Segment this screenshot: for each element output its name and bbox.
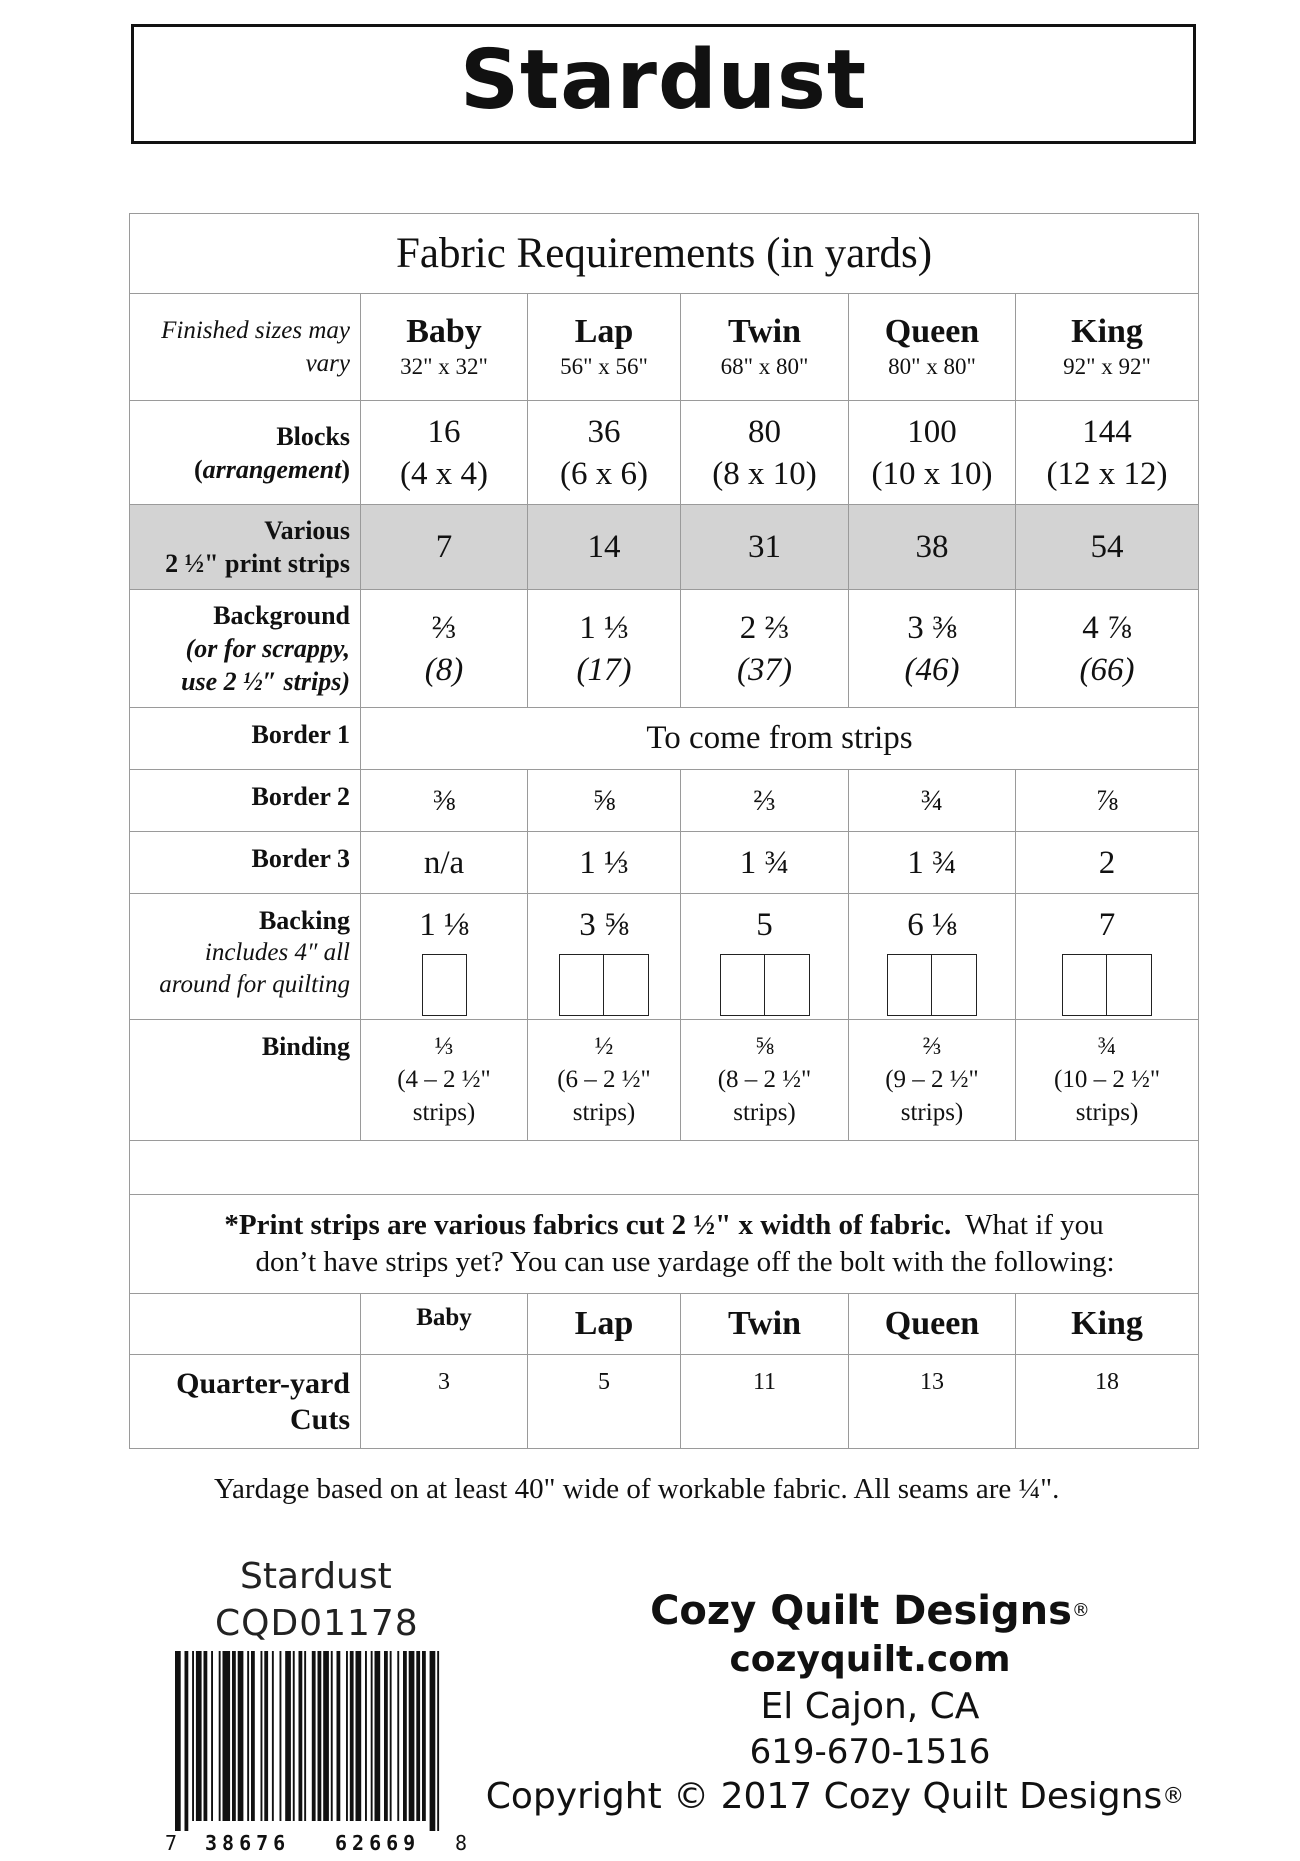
binding-cell: ⅝ (8 – 2 ½" strips): [681, 1020, 849, 1141]
border3-cell: 1 ¾: [849, 832, 1016, 894]
border2-cell: ⅔: [681, 770, 849, 832]
backing-cell: 6 ⅛: [849, 894, 1016, 1020]
barcode-bars: [165, 1651, 475, 1831]
barcode-bar: [293, 1651, 295, 1821]
product-code: CQD01178: [215, 1603, 419, 1644]
border3-cell: 1 ¾: [681, 832, 849, 894]
barcode-bar: [238, 1651, 244, 1821]
binding-cell: ¾ (10 – 2 ½" strips): [1016, 1020, 1199, 1141]
barcode-bar: [272, 1651, 274, 1821]
backing-label: Backing includes 4″ all around for quilting: [130, 894, 361, 1020]
table-row-print-strips: [130, 505, 1199, 590]
barcode-bar: [196, 1651, 202, 1821]
yardage-header-twin: Twin: [681, 1294, 849, 1355]
yardage-footnote: Yardage based on at least 40" wide of workable fabric. All seams are ¼".: [214, 1473, 1060, 1505]
barcode-bar: [232, 1651, 236, 1821]
barcode-bar: [175, 1651, 181, 1831]
background-cell: ⅔ (8): [361, 590, 528, 708]
background-cell: 1 ⅓ (17): [528, 590, 681, 708]
barcode-bar: [331, 1651, 333, 1821]
yardage-header-queen: Queen: [849, 1294, 1016, 1355]
barcode-bar: [204, 1651, 208, 1821]
barcode-bar: [409, 1651, 415, 1821]
table-row-spacer: [130, 1141, 1199, 1195]
barcode-bar: [350, 1651, 354, 1821]
print-strips-note: *Print strips are various fabrics cut 2 ½" x width of fabric. What if you don’t have strips yet? You can use yardage off the bolt with the following:: [130, 1195, 1199, 1294]
backing-cell: 1 ⅛: [361, 894, 528, 1020]
binding-cell: ½ (6 – 2 ½" strips): [528, 1020, 681, 1141]
border2-cell: ⅜: [361, 770, 528, 832]
yardage-header-baby: Baby: [361, 1294, 528, 1355]
publisher-city: El Cajon, CA: [760, 1686, 980, 1727]
publisher-phone: 619-670-1516: [749, 1732, 991, 1772]
barcode-bar: [219, 1651, 221, 1821]
barcode-bar: [346, 1651, 348, 1821]
table-row-blocks: [130, 401, 1199, 505]
binding-cell: ⅓ (4 – 2 ½" strips): [361, 1020, 528, 1141]
border3-cell: n/a: [361, 832, 528, 894]
backing-panel-diagram: [681, 954, 848, 1016]
size-cell-baby: Baby 32" x 32": [361, 294, 528, 401]
publisher-name: Cozy Quilt Designs®: [650, 1588, 1090, 1634]
blocks-cell: 144 (12 x 12): [1016, 401, 1199, 505]
strips-cell: 54: [1016, 505, 1199, 590]
yardage-header-lap: Lap: [528, 1294, 681, 1355]
barcode-bar: [437, 1651, 439, 1831]
barcode-bar: [261, 1651, 263, 1821]
backing-panel-diagram: [361, 954, 527, 1016]
barcode-bar: [390, 1651, 392, 1821]
publisher-website: cozyquilt.com: [729, 1639, 1011, 1680]
barcode-bar: [416, 1651, 420, 1821]
yardage-header-king: King: [1016, 1294, 1199, 1355]
blocks-cell: 36 (6 x 6): [528, 401, 681, 505]
barcode-tail-digit: 8: [455, 1831, 468, 1855]
strips-cell: 38: [849, 505, 1016, 590]
border3-label: Border 3: [130, 832, 361, 894]
barcode-bar: [397, 1651, 399, 1821]
border3-cell: 2: [1016, 832, 1199, 894]
barcode-bar: [422, 1651, 426, 1821]
table-row-binding: [130, 1020, 1199, 1141]
barcode-bar: [247, 1651, 249, 1821]
table-row-background: [130, 590, 1199, 708]
table-row-yardage-header: [130, 1294, 1199, 1355]
background-label: Background (or for scrappy, use 2 ½″ strips): [130, 590, 361, 708]
binding-cell: ⅔ (9 – 2 ½" strips): [849, 1020, 1016, 1141]
table-row-border1: [130, 708, 1199, 770]
copyright-notice: Copyright © 2017 Cozy Quilt Designs®: [485, 1776, 1185, 1817]
barcode-bar: [264, 1651, 268, 1821]
border2-cell: ⅞: [1016, 770, 1199, 832]
blocks-cell: 100 (10 x 10): [849, 401, 1016, 505]
backing-cell: 5: [681, 894, 849, 1020]
product-name: Stardust: [240, 1556, 392, 1597]
barcode-bar: [223, 1651, 231, 1821]
barcode-lead-digit: 7: [165, 1831, 178, 1855]
size-cell-twin: Twin 68" x 80": [681, 294, 849, 401]
border1-value: To come from strips: [361, 708, 1199, 770]
barcode-bar: [403, 1651, 407, 1821]
barcode-bar: [280, 1651, 282, 1821]
strips-cell: 7: [361, 505, 528, 590]
quarter-yard-cell: 3: [361, 1355, 528, 1449]
quarter-yard-cell: 13: [849, 1355, 1016, 1449]
barcode-bar: [192, 1651, 194, 1821]
backing-panel-diagram: [1016, 954, 1198, 1016]
strips-label: Various 2 ½" print strips: [130, 505, 361, 590]
border3-cell: 1 ⅓: [528, 832, 681, 894]
quarter-yard-cell: 18: [1016, 1355, 1199, 1449]
pattern-title: Stardust: [459, 33, 868, 128]
table-row-sizes: [130, 294, 1199, 401]
blocks-cell: 80 (8 x 10): [681, 401, 849, 505]
barcode-right-digits: 62669: [335, 1831, 421, 1855]
table-row-note: [130, 1195, 1199, 1294]
barcode-bar: [318, 1651, 322, 1821]
strips-cell: 31: [681, 505, 849, 590]
blocks-cell: 16 (4 x 4): [361, 401, 528, 505]
table-row-border2: [130, 770, 1199, 832]
quarter-yard-label: Quarter-yard Cuts: [130, 1355, 361, 1449]
table-row-quarter-yard-cuts: [130, 1355, 1199, 1449]
border2-cell: ¾: [849, 770, 1016, 832]
backing-cell: 3 ⅝: [528, 894, 681, 1020]
blocks-label: Blocks (arrangement): [130, 401, 361, 505]
backing-cell: 7: [1016, 894, 1199, 1020]
binding-label: Binding: [130, 1020, 361, 1141]
border2-cell: ⅝: [528, 770, 681, 832]
barcode-bar: [365, 1651, 367, 1821]
table-row-backing: [130, 894, 1199, 1020]
barcode-bar: [323, 1651, 329, 1821]
background-cell: 3 ⅜ (46): [849, 590, 1016, 708]
backing-panel-diagram: [849, 954, 1015, 1016]
quarter-yard-cell: 11: [681, 1355, 849, 1449]
barcode-bar: [285, 1651, 291, 1821]
barcode-bar: [337, 1651, 341, 1821]
barcode-bar: [356, 1651, 362, 1821]
border1-label: Border 1: [130, 708, 361, 770]
background-cell: 2 ⅔ (37): [681, 590, 849, 708]
table-row-border3: [130, 832, 1199, 894]
barcode-bar: [375, 1651, 381, 1821]
background-cell: 4 ⅞ (66): [1016, 590, 1199, 708]
barcode-bar: [299, 1651, 303, 1821]
barcode-bar: [185, 1651, 189, 1831]
title-box: [131, 24, 1196, 144]
strips-cell: 14: [528, 505, 681, 590]
fabric-requirements-table: [129, 213, 1199, 1449]
border2-label: Border 2: [130, 770, 361, 832]
size-note: Finished sizes may vary: [130, 294, 361, 401]
barcode-bar: [211, 1651, 213, 1821]
barcode-bar: [371, 1651, 373, 1821]
size-cell-lap: Lap 56" x 56": [528, 294, 681, 401]
barcode-bar: [304, 1651, 306, 1821]
barcode-bar: [430, 1651, 436, 1831]
backing-panel-diagram: [528, 954, 680, 1016]
table-heading: Fabric Requirements (in yards): [130, 214, 1199, 294]
barcode-bar: [251, 1651, 255, 1821]
size-cell-queen: Queen 80" x 80": [849, 294, 1016, 401]
barcode: [165, 1651, 475, 1853]
barcode-left-digits: 38676: [205, 1831, 291, 1855]
quarter-yard-cell: 5: [528, 1355, 681, 1449]
barcode-bar: [312, 1651, 316, 1821]
publisher-block: [485, 1586, 1210, 1820]
size-cell-king: King 92" x 92": [1016, 294, 1199, 401]
barcode-bar: [384, 1651, 388, 1821]
